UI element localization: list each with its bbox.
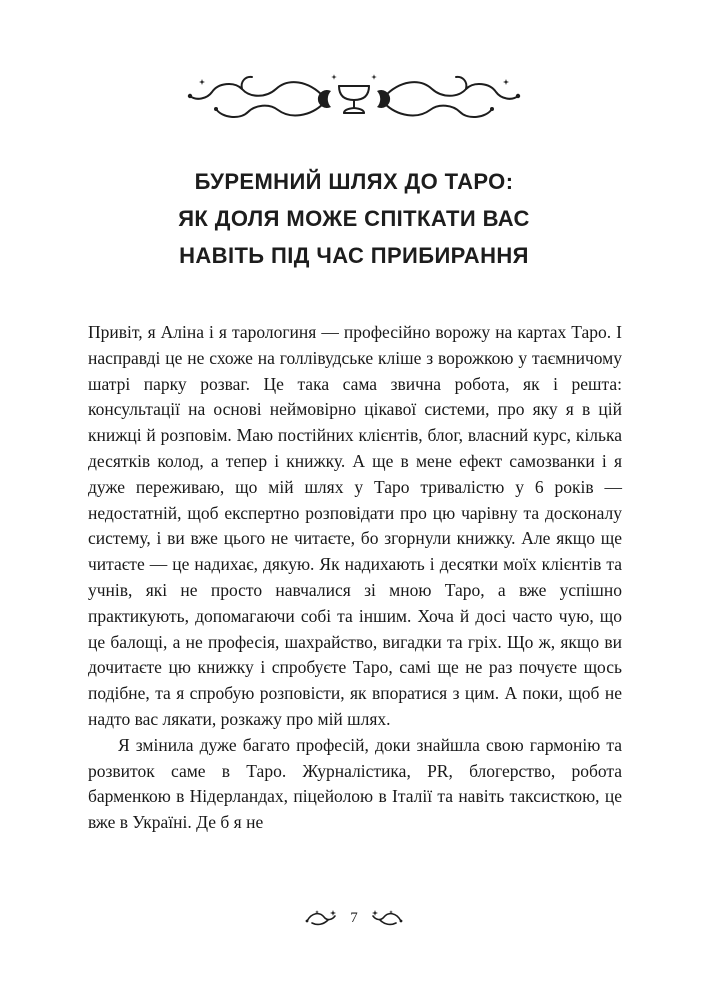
page-footer: [0, 908, 708, 928]
star-icon: [371, 74, 377, 80]
chapter-title-line-1: БУРЕМНИЙ ШЛЯХ ДО ТАРО:: [194, 169, 514, 194]
footer-flourish-left-icon: [304, 908, 338, 928]
chapter-body: [88, 320, 622, 836]
star-icon: [330, 910, 336, 916]
page-number: 7: [350, 909, 358, 926]
star-icon: [372, 910, 378, 916]
chapter-title-line-3: НАВІТЬ ПІД ЧАС ПРИБИРАННЯ: [179, 243, 529, 268]
chapter-title: [0, 163, 708, 274]
paragraph: Привіт, я Аліна і я тарологиня — професійно ворожу на картах Таро. І насправді це не схоже на голлівудське кліше з ворожкою у таємничому шатрі парку розваг. Це така сама звична робота, як і решта: консультації на основі неймовірно цікавої системи, про яку я в цій книжці й розповім. Маю постійних клієнтів, блог, власний курс, кілька десятків колод, а тепер і книжку. А ще в мене ефект самозванки і я дуже переживаю, що мій шлях у Таро тривалістю у 6 років — недостатній, щоб експертно розповідати про цю чарівну та досконалу систему, і ви вже цього не читаєте, бо згорнули книжку. Але якщо ще читаєте — це надихає, дякую. Як надихають і десятки моїх клієнтів та учнів, які не просто навчалися зі мною Таро, а вже успішно практикують, допомагаючи собі та іншим. Хоча й досі часто чую, що це балощі, а не професія, шахрайство, вигадки та гріх. Що ж, якщо ви дочитаєте цю книжку і спробуєте Таро, самі ще не раз почуєте щось подібне, та я спробую розповісти, як впоратися з цим. А поки, щоб не надто вас лякати, розкажу про мій шлях.: [88, 322, 622, 729]
chalice-flourish-divider-icon: [184, 70, 524, 130]
flourish-right: [384, 77, 518, 117]
star-icon: [503, 79, 509, 85]
flourish-left: [190, 77, 324, 117]
star-icon: [331, 74, 337, 80]
footer-flourish-right-icon: [370, 908, 404, 928]
chapter-title-line-2: ЯК ДОЛЯ МОЖЕ СПІТКАТИ ВАС: [178, 206, 530, 231]
paragraph: Я змінила дуже багато професій, доки знайшла свою гармонію та розвиток саме в Таро. Журналістика, PR, блогерство, робота барменкою в Нідерландах, піцейолою в Італії та навіть таксисткою, це вже в Україні. Де б я не: [88, 734, 622, 833]
star-icon: [199, 79, 205, 85]
chapter-ornament: [0, 70, 708, 130]
chalice-icon: [339, 86, 369, 113]
